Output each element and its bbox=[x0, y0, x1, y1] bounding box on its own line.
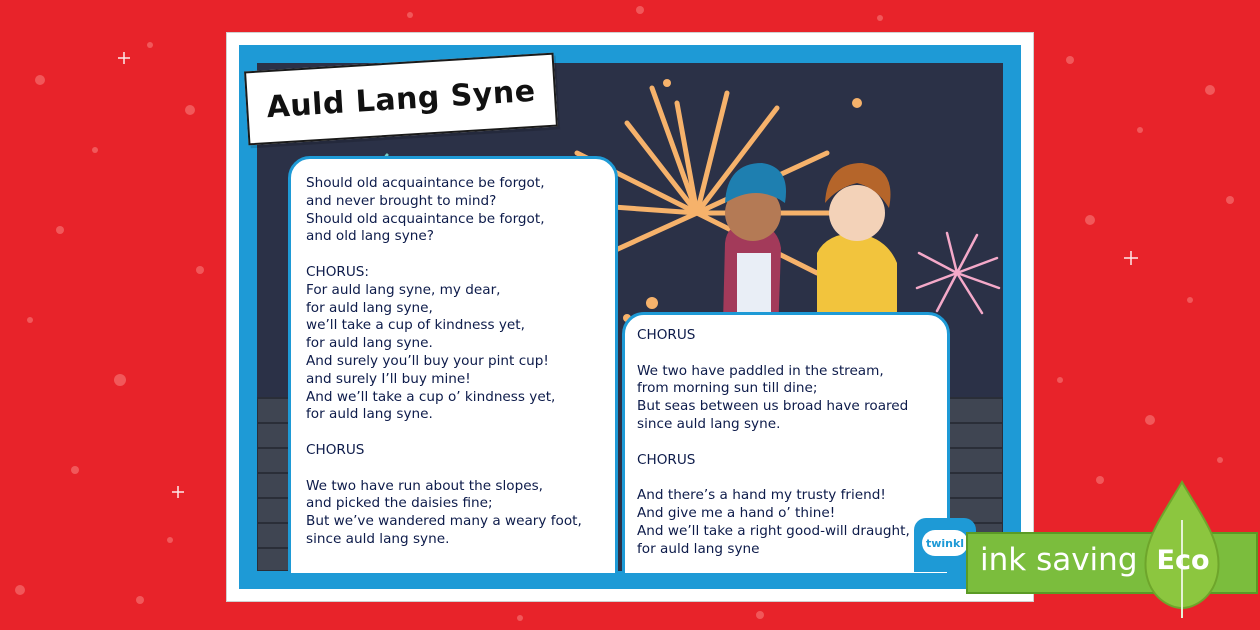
lyrics-left-text: Should old acquaintance be forgot, and never brought to mind? Should old acquaintance be forgot, and old lang syne? CHORUS: For auld lang syne, my dear, for auld lang syne, we’ll take a cup of kindness yet, for auld lang syne. And surely you’ll buy your pint cup! and surely I’ll buy mine! And we’ll take a cup o’ kindness yet, for auld lang syne. CHORUS We two have run about the slopes, and picked the daisies fine; But we’ve wandered many a weary foot, since auld lang syne. bbox=[306, 175, 582, 547]
ink-saving-label: ink saving bbox=[980, 542, 1138, 578]
twinkl-logo: twinkl bbox=[922, 530, 968, 556]
poster-title: Auld Lang Syne bbox=[265, 73, 537, 125]
lyrics-right-text: CHORUS We two have paddled in the stream, from morning sun till dine; But seas between us broad have roared since auld lang syne. CHORUS And there’s a hand my trusty friend! And give me a hand o’ thine! And we’ll take a right good-will draught, for auld lang syne bbox=[637, 327, 910, 557]
lyrics-panel-left bbox=[288, 156, 618, 576]
eco-label: Eco bbox=[1156, 545, 1210, 576]
lyrics-panel-right bbox=[622, 312, 950, 576]
